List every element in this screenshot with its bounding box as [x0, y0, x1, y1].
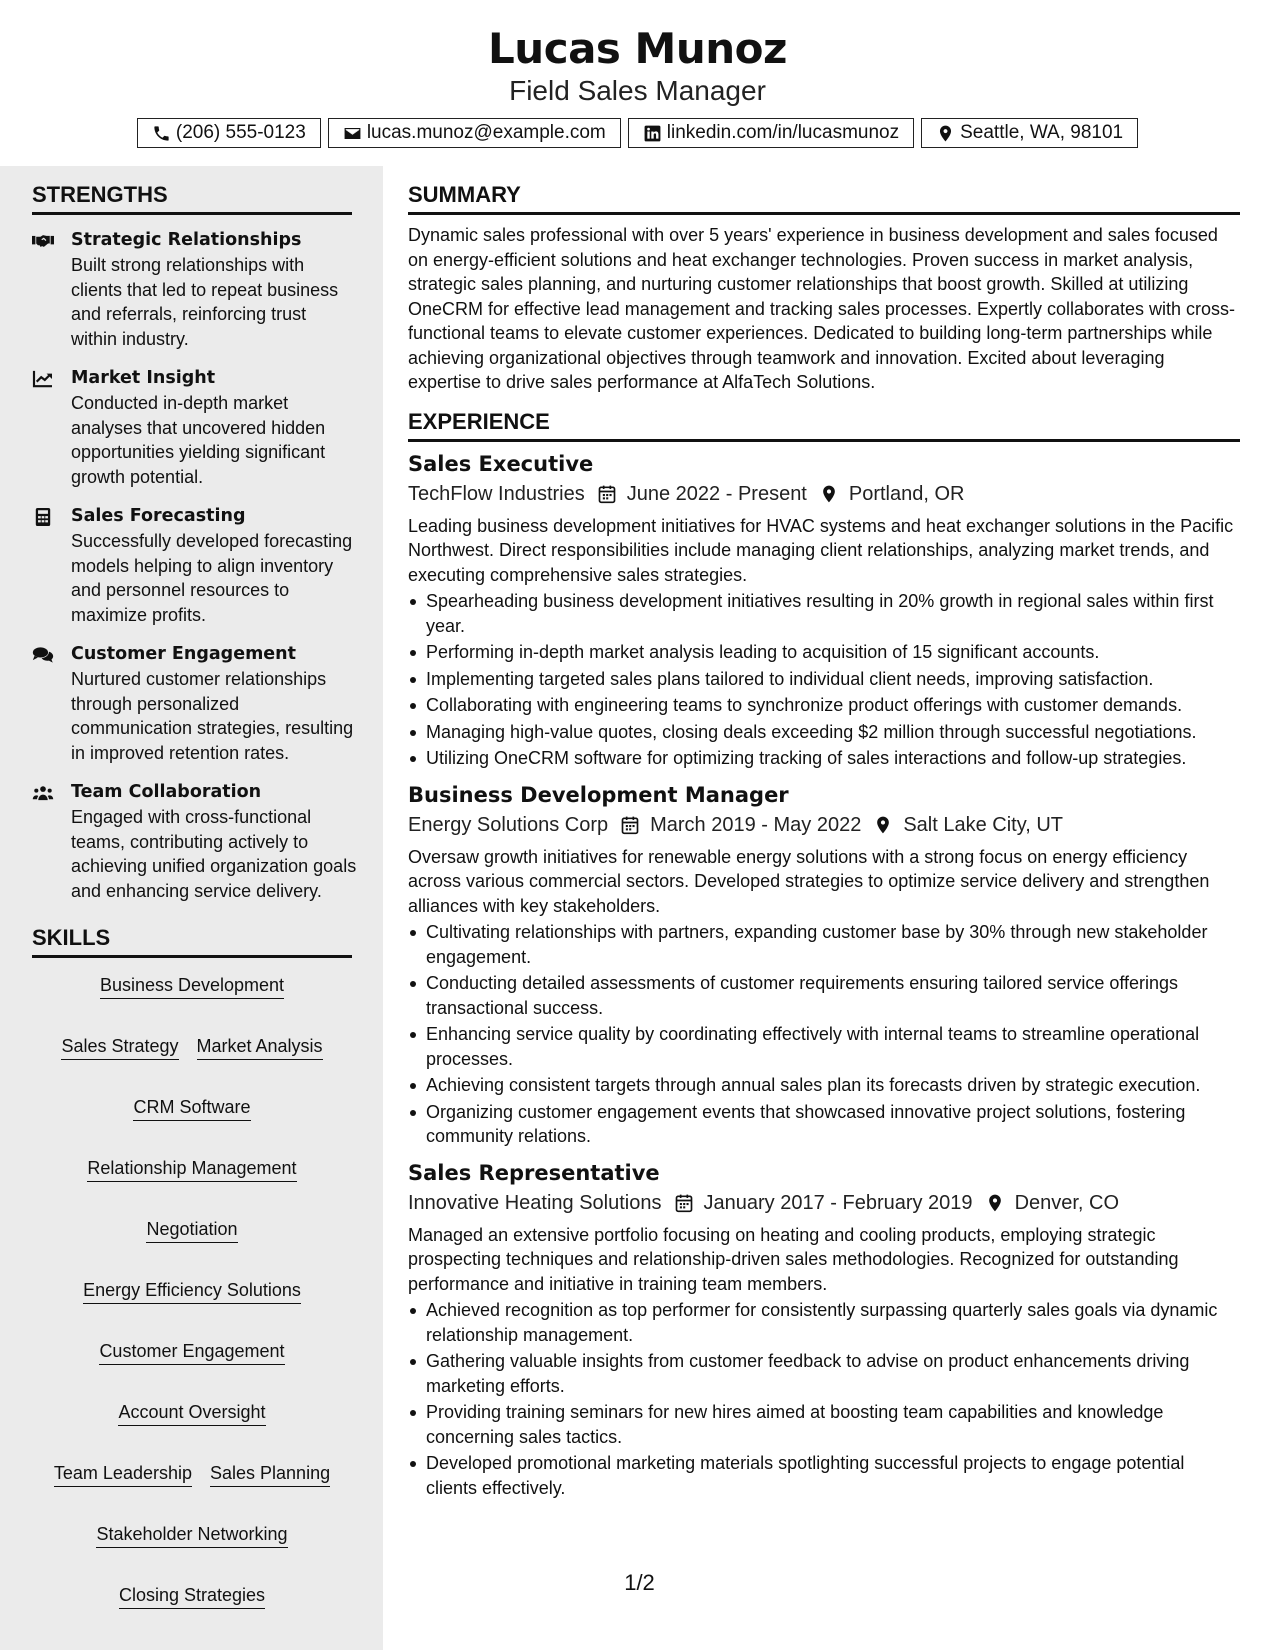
job-bullet: Spearheading business development initiatives resulting in 20% growth in regional sales within first year. [408, 589, 1240, 638]
job-entry [408, 450, 1240, 771]
phone-icon [152, 124, 171, 143]
contact-linkedin-text: linkedin.com/in/lucasmunoz [666, 122, 900, 143]
skill-tag: Sales Strategy [61, 1035, 178, 1060]
job-meta [408, 809, 1240, 841]
job-entry [408, 781, 1240, 1149]
job-bullet: Conducting detailed assessments of customer requirements ensuring tailored service offerings transactional success. [408, 971, 1240, 1020]
job-location: Salt Lake City, UT [903, 813, 1064, 836]
skill-tag: CRM Software [133, 1096, 250, 1121]
strength-item [32, 227, 357, 351]
strength-desc: Nurtured customer relationships through personalized communication strategies, resulting in improved retention rates. [71, 669, 354, 763]
job-bullets [408, 920, 1240, 1149]
job-bullet: Achieving consistent targets through annual sales plan its forecasts driven by strategic execution. [408, 1073, 1240, 1098]
contact-location [921, 118, 1138, 148]
experience-heading: EXPERIENCE [408, 409, 1240, 442]
skill-tag: Negotiation [146, 1218, 237, 1243]
strength-desc: Conducted in-depth market analyses that uncovered hidden opportunities yielding significant growth potential. [71, 393, 326, 487]
calendar-icon [597, 484, 617, 504]
skill-tag: Team Leadership [54, 1462, 192, 1487]
job-company: Energy Solutions Corp [408, 813, 609, 836]
contact-phone-text: (206) 555-0123 [175, 122, 306, 143]
job-entry [408, 1159, 1240, 1501]
strength-title: Strategic Relationships [71, 230, 302, 250]
job-bullet: Collaborating with engineering teams to synchronize product offerings with customer demands. [408, 693, 1240, 718]
map-pin-icon [936, 124, 955, 143]
candidate-name: Lucas Munoz [488, 24, 787, 73]
skill-tag: Business Development [100, 974, 284, 999]
candidate-title: Field Sales Manager [509, 75, 766, 106]
handshake-icon [32, 232, 54, 250]
strength-title: Customer Engagement [71, 644, 297, 664]
page-number [0, 1570, 1275, 1596]
resume-header [0, 0, 1275, 166]
contact-email [328, 118, 621, 148]
job-dates: January 2017 - February 2019 [703, 1191, 973, 1214]
strength-desc: Successfully developed forecasting models helping to align inventory and personnel resources to maximize profits. [71, 531, 353, 625]
job-bullet: Achieved recognition as top performer for consistently surpassing quarterly sales goals via dynamic relationship management. [408, 1298, 1240, 1347]
strength-title: Team Collaboration [71, 782, 262, 802]
contact-linkedin [628, 118, 914, 148]
calendar-icon [620, 815, 640, 835]
job-bullets [408, 1298, 1240, 1500]
skill-tag: Sales Planning [210, 1462, 330, 1487]
job-bullet: Utilizing OneCRM software for optimizing tracking of sales interactions and follow-up strategies. [408, 746, 1240, 771]
job-bullet: Implementing targeted sales plans tailored to individual client needs, improving satisfaction. [408, 667, 1240, 692]
job-bullet: Managing high-value quotes, closing deals exceeding $2 million through successful negotiations. [408, 720, 1240, 745]
job-bullet: Developed promotional marketing materials spotlighting successful projects to engage potential clients effectively. [408, 1451, 1240, 1500]
job-title: Sales Representative [408, 1160, 660, 1185]
skill-tag: Customer Engagement [99, 1340, 284, 1365]
map-pin-icon [873, 815, 893, 835]
strength-item [32, 779, 357, 903]
skill-tag: Stakeholder Networking [96, 1523, 287, 1548]
summary-heading: SUMMARY [408, 182, 1240, 215]
contact-phone [137, 118, 321, 148]
skill-tag: Relationship Management [87, 1157, 296, 1182]
job-bullet: Gathering valuable insights from customer feedback to advise on product enhancements driving marketing efforts. [408, 1349, 1240, 1398]
strength-item [32, 365, 357, 489]
users-icon [32, 784, 54, 802]
job-bullet: Cultivating relationships with partners, expanding customer base by 30% through new stakeholder engagement. [408, 920, 1240, 969]
strength-desc: Engaged with cross-functional teams, contributing actively to achieving unified organization goals and enhancing service delivery. [71, 807, 357, 901]
skill-tag: Market Analysis [197, 1035, 323, 1060]
contact-bar [0, 118, 1275, 148]
job-title: Sales Executive [408, 451, 594, 476]
chart-line-icon [32, 370, 54, 388]
job-bullet: Enhancing service quality by coordinating effectively with internal teams to streamline operational processes. [408, 1022, 1240, 1071]
sidebar [0, 166, 383, 1650]
job-bullet: Providing training seminars for new hires aimed at boosting team capabilities and knowledge concerning sales tactics. [408, 1400, 1240, 1449]
strength-item [32, 503, 357, 627]
summary-text: Dynamic sales professional with over 5 years' experience in business development and sales focused on energy-efficient solutions and heat exchanger technologies. Proven success in market analysis, strategic sales planning, and nurturing customer relationships that boost growth. Skilled at utilizing OneCRM for effective lead management and tracking sales processes. Expertly collaborates with cross-functional teams to elevate customer experiences. Dedicated to building long-term partnerships while achieving organizational objectives through teamwork and innovation. Excited about leveraging expertise to drive sales performance at AlfaTech Solutions. [408, 225, 1236, 392]
strength-title: Market Insight [71, 368, 216, 388]
job-bullet: Organizing customer engagement events that showcased innovative project solutions, fostering community relations. [408, 1100, 1240, 1149]
strengths-list [0, 227, 383, 903]
skills-list [32, 974, 352, 1609]
job-meta [408, 478, 1240, 510]
main-content [408, 166, 1240, 1502]
map-pin-icon [985, 1193, 1005, 1213]
job-dates: June 2022 - Present [626, 482, 807, 505]
map-pin-icon [819, 484, 839, 504]
skill-tag: Account Oversight [118, 1401, 265, 1426]
job-location: Denver, CO [1014, 1191, 1120, 1214]
skills-heading: SKILLS [32, 925, 352, 958]
job-dates: March 2019 - May 2022 [650, 813, 862, 836]
job-bullet: Performing in-depth market analysis leading to acquisition of 15 significant accounts. [408, 640, 1240, 665]
job-company: Innovative Heating Solutions [408, 1191, 662, 1214]
strength-title: Sales Forecasting [71, 506, 246, 526]
skill-tag: Energy Efficiency Solutions [83, 1279, 301, 1304]
linkedin-icon [643, 124, 662, 143]
job-bullets [408, 589, 1240, 771]
contact-email-text: lucas.munoz@example.com [366, 122, 606, 143]
contact-location-text: Seattle, WA, 98101 [960, 122, 1124, 143]
job-description: Managed an extensive portfolio focusing on heating and cooling products, employing strategic prospecting techniques and relationship-driven sales methodologies. Recognized for outstanding performance and initiative in training team members. [408, 1224, 1179, 1294]
job-description: Oversaw growth initiatives for renewable energy solutions with a strong focus on energy efficiency across various commercial sectors. Developed strategies to optimize service delivery and strengthen alliances with key stakeholders. [408, 846, 1210, 916]
strength-item [32, 641, 357, 765]
calculator-icon [32, 508, 54, 526]
job-title: Business Development Manager [408, 782, 789, 807]
envelope-icon [343, 124, 362, 143]
strengths-heading: STRENGTHS [32, 182, 352, 215]
comments-icon [32, 646, 54, 664]
job-description: Leading business development initiatives for HVAC systems and heat exchanger solutions in the Pacific Northwest. Direct responsibilities include managing client relationships, analyzing market trends, and executing comprehensive sales strategies. [408, 515, 1234, 585]
strength-desc: Built strong relationships with clients that led to repeat business and referrals, reinforcing trust within industry. [71, 255, 339, 349]
calendar-icon [674, 1193, 694, 1213]
job-meta [408, 1187, 1240, 1219]
job-location: Portland, OR [848, 482, 965, 505]
page-number-text: 1/2 [624, 1570, 655, 1595]
job-company: TechFlow Industries [408, 482, 585, 505]
skill-tag: Closing Strategies [119, 1584, 265, 1609]
